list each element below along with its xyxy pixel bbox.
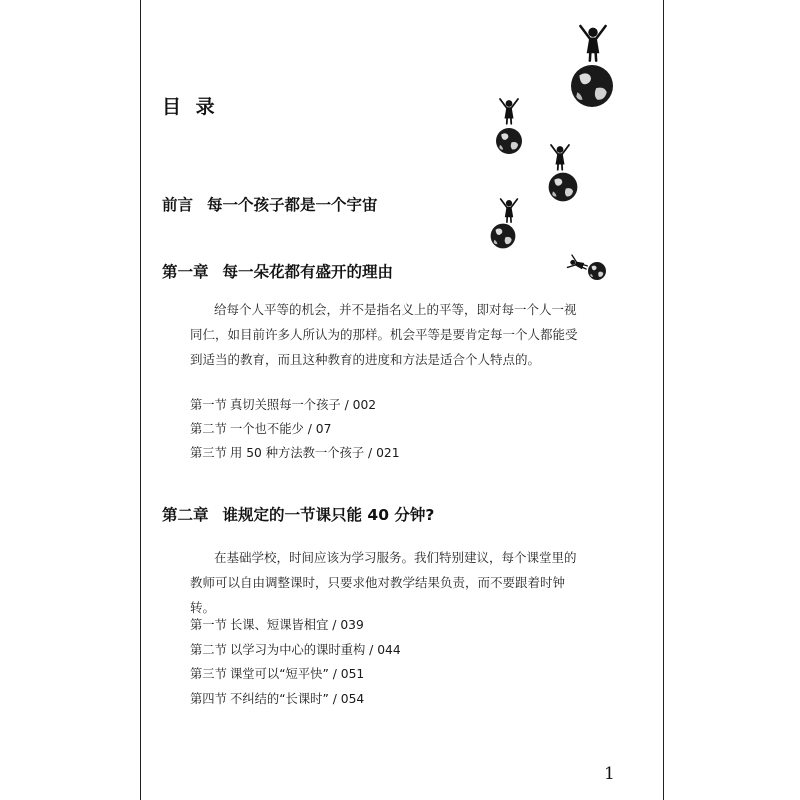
child-on-globe-icon: [567, 255, 606, 280]
child-on-globe-icon: [491, 199, 518, 248]
section-title: 长课、短课皆相宜 / 039: [230, 618, 364, 632]
preface-title: 每一个孩子都是一个宇宙: [207, 196, 378, 214]
section-label: 第二节: [190, 422, 227, 436]
section-title: 不纠结的“长课时” / 054: [230, 692, 365, 706]
section-title: 真切关照每一个孩子 / 002: [230, 398, 377, 412]
preface-label: 前言: [162, 196, 194, 214]
section-title: 用 50 种方法教一个孩子 / 021: [230, 446, 400, 460]
child-on-globe-icon: [571, 26, 613, 107]
chapter-label: 第二章: [162, 506, 209, 524]
section-label: 第一节: [190, 398, 227, 412]
chapter-label: 第一章: [162, 263, 209, 281]
chapter-2-intro: 在基础学校，时间应该为学习服务。我们特别建议，每个课堂里的教师可以自由调整课时，只要求他对教学结果负责，而不要跟着时钟转。: [190, 550, 577, 615]
child-on-globe-icon: [496, 99, 522, 154]
section-label: 第四节: [190, 692, 227, 706]
toc-title: 目 录: [162, 96, 219, 118]
section-label: 第一节: [190, 618, 227, 632]
chapter-title: 谁规定的一节课只能 40 分钟?: [222, 506, 435, 524]
chapter-1-intro: 给每个人平等的机会，并不是指名义上的平等，即对每一个人一视同仁，如目前许多人所认为的那样。机会平等是要肯定每一个人都能受到适当的教育，而且这种教育的进度和方法是适合个人特点的。: [190, 302, 578, 367]
section-title: 以学习为中心的课时重构 / 044: [230, 643, 401, 657]
section-title: 课堂可以“短平快” / 051: [230, 667, 365, 681]
section-label: 第三节: [190, 667, 227, 681]
page-number: 1: [604, 764, 615, 784]
section-label: 第二节: [190, 643, 227, 657]
chapter-title: 每一朵花都有盛开的理由: [222, 263, 394, 281]
child-on-globe-icon: [549, 145, 578, 201]
section-label: 第三节: [190, 446, 227, 460]
section-title: 一个也不能少 / 07: [230, 422, 332, 436]
